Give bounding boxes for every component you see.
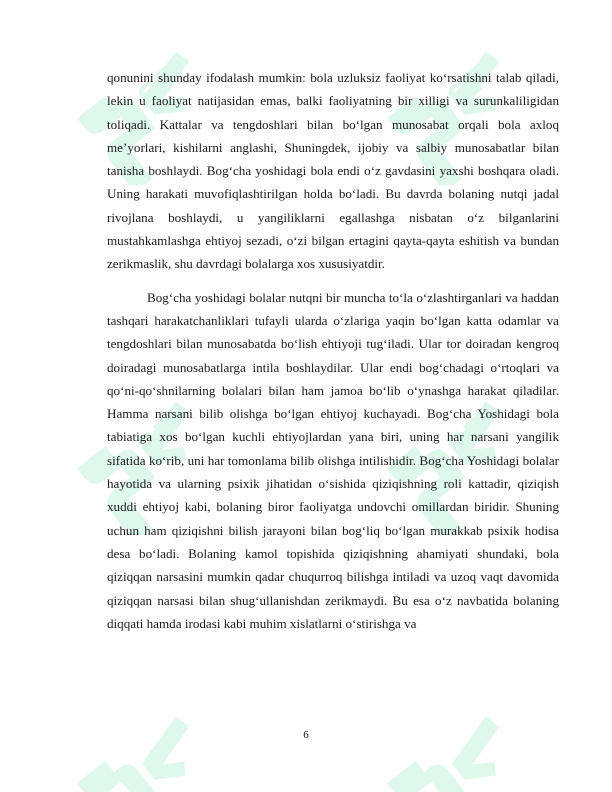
page-number: 6 xyxy=(303,729,309,741)
watermark-logo-icon xyxy=(380,700,520,792)
body-text xyxy=(107,66,559,635)
svg-text:SF: SF xyxy=(131,410,186,466)
paragraph-1: qonunini shunday ifodalash mumkin: bola uzluksiz faoliyat ko‘rsatishni talab qiladi, lekin u faoliyat natijasidan emas, balki faoliyatning bir xilligi va surunkaliligidan toliqadi. Kattalar va tengdoshlari bilan bo‘lgan munosabat orqali bola axloq me’yorlari, kishilarni anglashi, Shuningdek, ijobiy va salbiy munosabatlar bilan tanisha boshlaydi. Bog‘cha yoshidagi bola endi o‘z gavdasini yaxshi boshqara oladi. Uning harakati muvofiqlashtirilgan holda bo‘ladi. Bu davrda bolaning nutqi jadal rivojlana boshlaydi, u yangiliklarni egallashga nisbatan o‘z bilganlarini mustahkamlashga ehtiyoj sezadi, o‘zi bilgan ertagini qayta-qayta eshitish va bundan zerikmaslik, shu davrdagi bolalarga xos xususiyatdir. xyxy=(107,70,559,272)
svg-text:SF: SF xyxy=(441,60,496,116)
paragraph-2: Bog‘cha yoshidagi bolalar nutqni bir muncha to‘la o‘zlashtirganlari va haddan tashqari harakatchanliklari tufayli ularda o‘zlariga yaqin bo‘lgan katta odamlar va tengdoshlari bilan munosabatda bo‘lish ehtiyoji tug‘iladi. Ular tor doiradan kengroq doiradagi munosabatlarga intila boshlaydilar. Ular endi bog‘chadagi o‘rtoqlari va qo‘ni-qo‘shnilarning bolalari bilan ham jamoa bo‘lib o‘ynashga harakat qiladilar. Hamma narsani bilib olishga bo‘lgan ehtiyoj kuchayadi. Bog‘cha Yoshidagi bola tabiatiga xos bo‘lgan kuchli ehtiyojlardan yana biri, uning har narsani yangilik sifatida ko‘rib, uni har tomonlama bilib olishga intilishidir. Bog‘cha Yoshidagi bolalar hayotida va ularning psixik jihatidan o‘sishida qiziqishning roli kattadir, qiziqish xuddi ehtiyoj kabi, bolaning biror faoliyatga undovchi omillardan biridir. Shuning uchun ham qiziqishni bilish jarayoni bilan bog‘liq bo‘lgan murakkab psixik hodisa desa bo‘ladi. Bolaning kamol topishida qiziqishning ahamiyati shundaki, bola qiziqqan narsasini mumkin qadar chuqurroq bilishga intiladi va uzoq vaqt davomida qiziqqan narsasi bilan shug‘ullanishdan zerikmaydi. Bu esa o‘z navbatida bolaning diqqati hamda irodasi kabi muhim xislatlarni o‘stirishga va xyxy=(107,289,559,631)
svg-text:SF: SF xyxy=(441,410,496,466)
svg-text:SF: SF xyxy=(131,60,186,116)
watermark-logo-icon xyxy=(70,700,210,792)
